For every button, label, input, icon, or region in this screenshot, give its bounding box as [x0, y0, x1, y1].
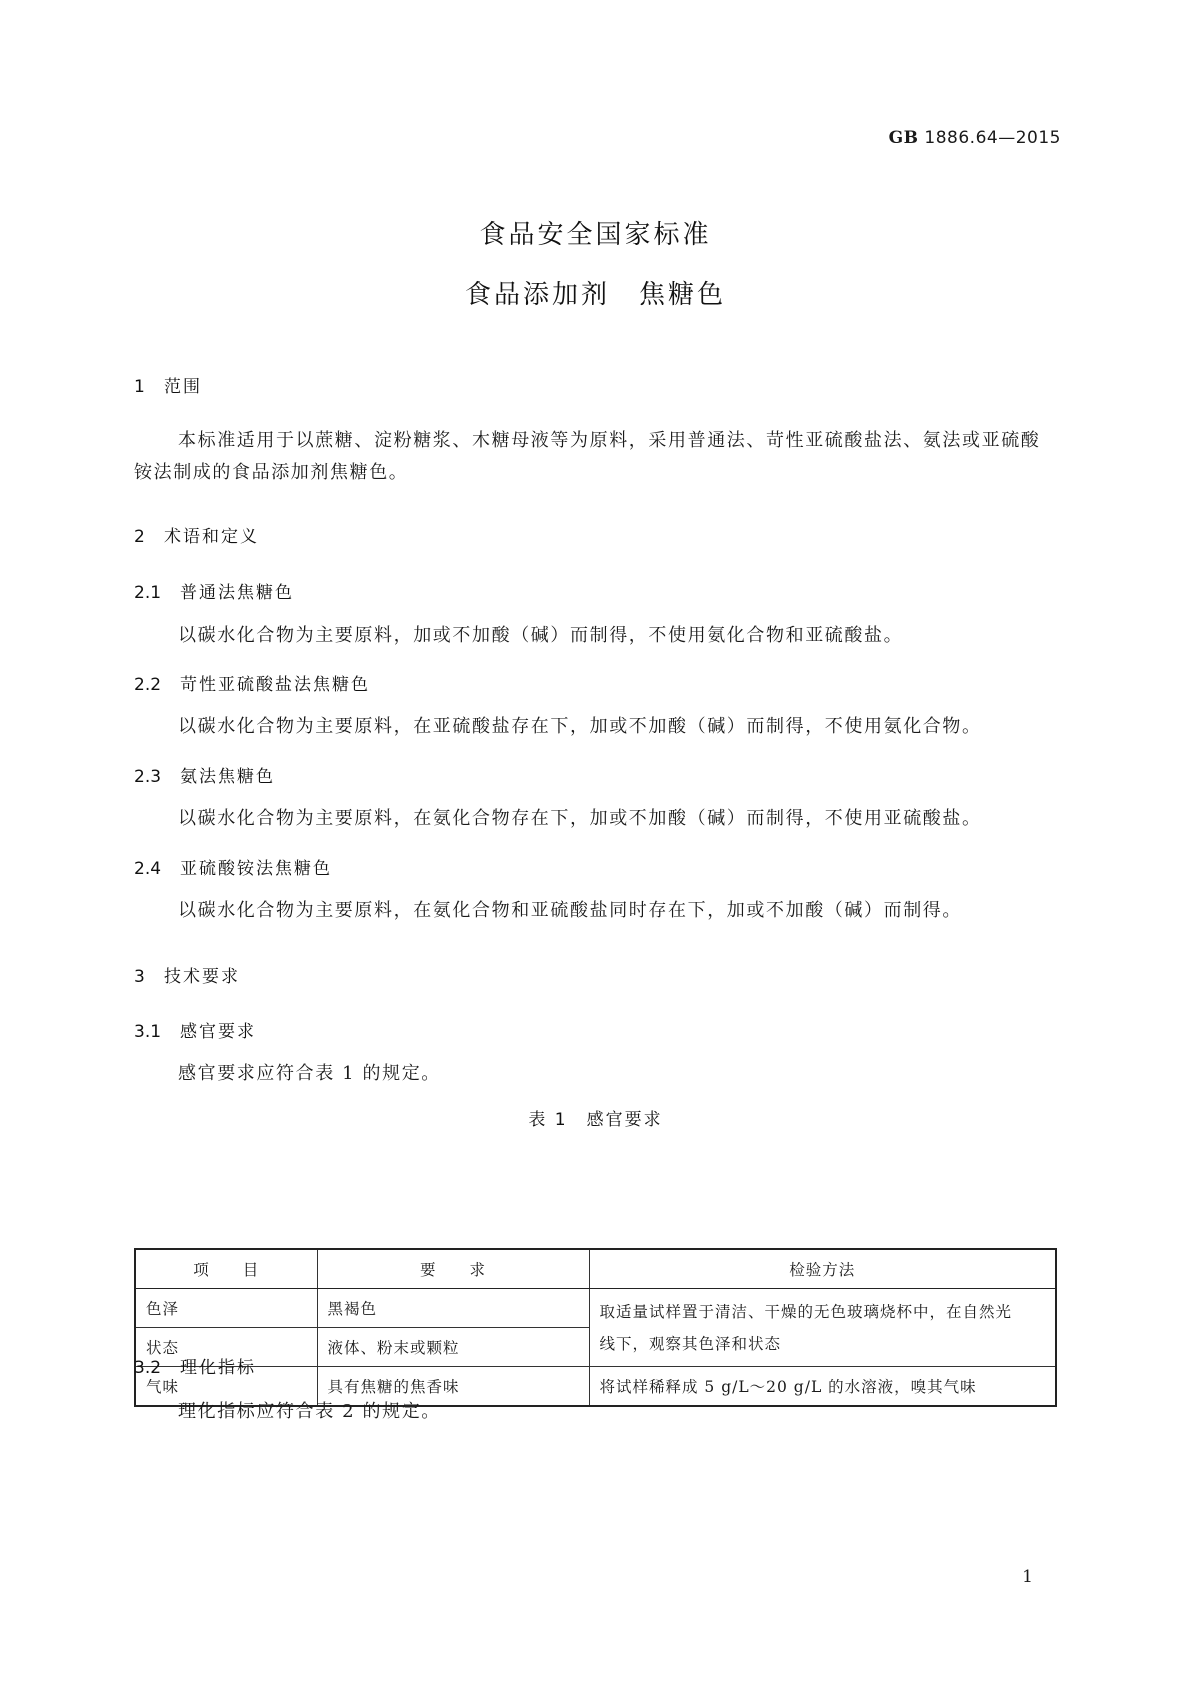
table-cell-requirement: 液体、粉末或颗粒 — [317, 1328, 589, 1367]
section-heading-2-3 — [134, 762, 275, 787]
definition-2-3: 以碳水化合物为主要原料，在氨化合物存在下，加或不加酸（碱）而制得，不使用亚硫酸盐。 — [178, 808, 982, 829]
section-number: 2.1 — [134, 583, 162, 603]
table-cell-method: 将试样稀释成 5 g/L～20 g/L 的水溶液，嗅其气味 — [589, 1367, 1056, 1407]
table-header-cell: 检验方法 — [589, 1249, 1056, 1289]
definition-2-4: 以碳水化合物为主要原料，在氨化合物和亚硫酸盐同时存在下，加或不加酸（碱）而制得。 — [178, 900, 962, 921]
section-title: 技术要求 — [164, 967, 240, 987]
standard-code — [889, 128, 1061, 148]
section-title: 范围 — [164, 377, 202, 397]
table-header-cell: 项 目 — [135, 1249, 317, 1289]
table-cell-method-shared — [589, 1289, 1056, 1367]
table-cell-requirement: 具有焦糖的焦香味 — [317, 1367, 589, 1407]
section-heading-2-2 — [134, 670, 370, 695]
section-number: 3.1 — [134, 1022, 162, 1042]
section-number: 2.4 — [134, 859, 162, 879]
section-heading-2-4 — [134, 854, 332, 879]
scope-paragraph-line2: 铵法制成的食品添加剂焦糖色。 — [134, 462, 409, 483]
section-title: 理化指标 — [180, 1358, 256, 1378]
standard-code-number: 1886.64—2015 — [924, 128, 1061, 148]
definition-2-1: 以碳水化合物为主要原料，加或不加酸（碱）而制得，不使用氨化合物和亚硫酸盐。 — [178, 625, 904, 646]
table-cell-item: 状态 — [135, 1328, 317, 1367]
method-line: 取适量试样置于清洁、干燥的无色玻璃烧杯中，在自然光 — [599, 1302, 1013, 1321]
section-heading-3-1 — [134, 1017, 256, 1042]
section-heading-3-2 — [134, 1353, 256, 1378]
section-number: 2.2 — [134, 675, 162, 695]
method-line: 线下，观察其色泽和状态 — [599, 1334, 782, 1353]
section-heading-2 — [134, 522, 259, 547]
table-1-caption: 表 1 感官要求 — [528, 1110, 663, 1130]
section-number: 2.3 — [134, 767, 162, 787]
table-cell-requirement: 黑褐色 — [317, 1289, 589, 1328]
section-number: 3 — [134, 967, 145, 987]
scope-paragraph-line1: 本标准适用于以蔗糖、淀粉糖浆、木糖母液等为原料，采用普通法、苛性亚硫酸盐法、氨法或亚硫酸 — [178, 430, 1041, 451]
section-heading-2-1 — [134, 578, 294, 603]
standard-code-prefix: GB — [888, 128, 919, 148]
table-cell-item: 气味 — [135, 1367, 317, 1407]
section-title: 术语和定义 — [164, 527, 259, 547]
document-title: 食品安全国家标准 — [479, 220, 712, 250]
table-header-cell: 要 求 — [317, 1249, 589, 1289]
section-title: 亚硫酸铵法焦糖色 — [180, 859, 332, 879]
table-1-sensory-requirements — [134, 1248, 1057, 1407]
section-number: 2 — [134, 527, 145, 547]
physicochemical-requirement-text: 理化指标应符合表 2 的规定。 — [178, 1401, 441, 1422]
sensory-requirement-text: 感官要求应符合表 1 的规定。 — [178, 1063, 441, 1084]
section-title: 普通法焦糖色 — [180, 583, 294, 603]
section-title: 苛性亚硫酸盐法焦糖色 — [180, 675, 370, 695]
section-title: 感官要求 — [180, 1022, 256, 1042]
table-header-row — [135, 1249, 1056, 1289]
table-cell-item: 色泽 — [135, 1289, 317, 1328]
page-number: 1 — [1022, 1567, 1033, 1587]
section-heading-3 — [134, 962, 240, 987]
section-heading-1 — [134, 372, 202, 397]
table-row — [135, 1289, 1056, 1328]
section-number: 1 — [134, 377, 145, 397]
definition-2-2: 以碳水化合物为主要原料，在亚硫酸盐存在下，加或不加酸（碱）而制得，不使用氨化合物。 — [178, 716, 982, 737]
section-number: 3.2 — [134, 1358, 162, 1378]
section-title: 氨法焦糖色 — [180, 767, 275, 787]
document-subtitle: 食品添加剂 焦糖色 — [464, 280, 726, 310]
